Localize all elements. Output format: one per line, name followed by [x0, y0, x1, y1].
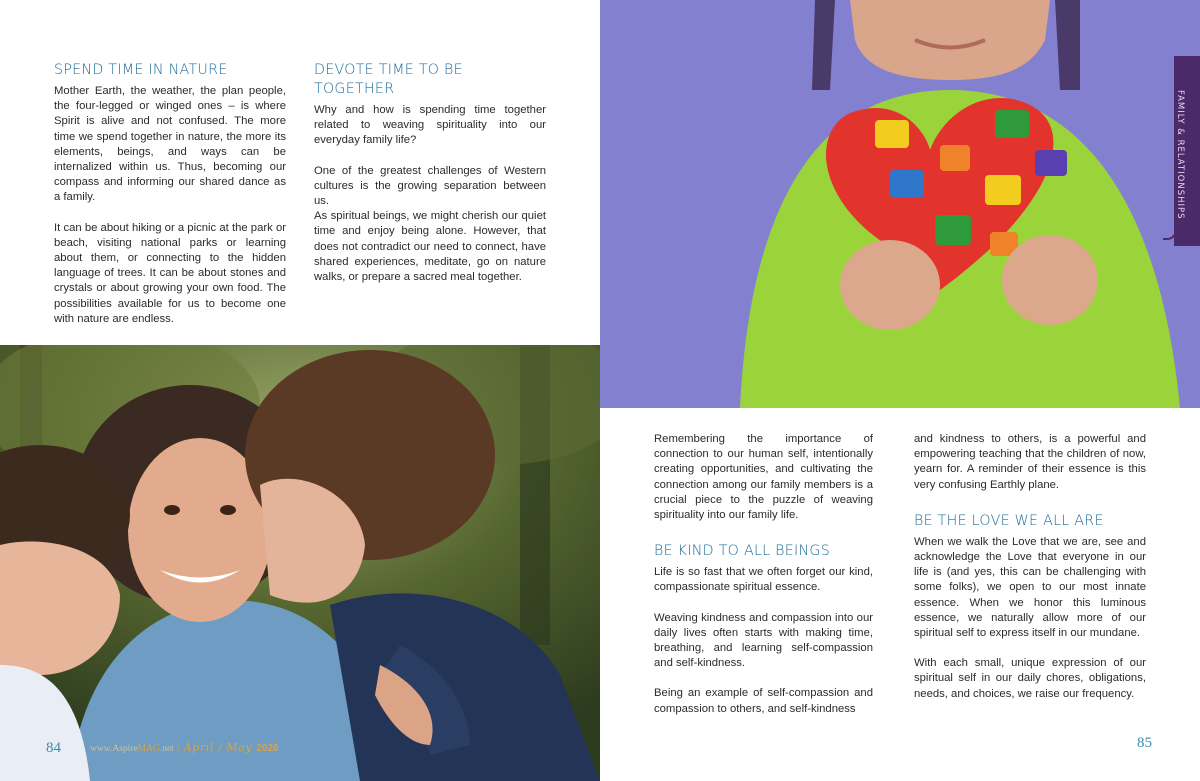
paragraph: Weaving kindness and compassion into our daily lives often starts with making time, breathing, and learning self-compassion and self-kindness. — [654, 611, 873, 670]
paragraph: and kindness to others, is a powerful and empowering teaching that the children of now, yearn for. A reminder of their essence is this very confusing Earthly plane. — [914, 433, 1146, 491]
paragraph: It can be about hiking or a picnic at the park or beach, visiting national parks or learning about them, or connecting to the hidden language of trees. It can be about stones and crystals or about growing your own food. The possibilities available for us to become one with nature are endless. — [54, 221, 286, 325]
paragraph: Life is so fast that we often forget our kind, compassionate spiritual essence. — [654, 566, 873, 594]
site-prefix: www.Aspire — [90, 744, 138, 754]
paragraph: Why and how is spending time together related to weaving spirituality into our everyday family life? — [314, 104, 546, 147]
page-number-left: 84 — [46, 740, 61, 756]
section-heading-kindness: BE KIND TO ALL BEINGS — [654, 543, 831, 560]
family-photo — [0, 345, 600, 781]
family-photo-illustration — [0, 345, 600, 781]
page-number-right: 85 — [1137, 735, 1152, 751]
paragraph: Being an example of self-compassion and compassion to others, and self-kindness — [654, 687, 873, 715]
paragraph: One of the greatest challenges of Western cultures is the growing separation between us. — [314, 164, 546, 208]
paragraph: As spiritual beings, we might cherish our quiet time and enjoy being alone. However, that does not contradict our need to connect, have shared experiences, meditate, go on nature walks, or prepare a sacred meal together. — [314, 210, 546, 284]
section-heading-love: BE THE LOVE WE ALL ARE — [914, 512, 1104, 529]
paragraph: When we walk the Love that we are, see and acknowledge the Love that everyone in our life is (and yes, this can be challenging with some folks), we open to our most innate essence. When we honor this luminous essence, we naturally allow more of our spiritual self to express itself in our mundane. — [914, 535, 1146, 640]
article-column-kindness — [654, 432, 873, 717]
paragraph: Remembering the importance of connection to our human self, intentionally creating opportunities, and cultivating the connection among our family members is a crucial piece to the puzzle of weaving spirituality into our family life. — [654, 433, 873, 522]
section-heading-nature: SPEND TIME IN NATURE — [54, 62, 228, 78]
article-column-love — [914, 432, 1146, 702]
issue-year: 2026 — [256, 743, 279, 754]
section-tab-label: FAMILY & RELATIONSHIPS — [1175, 90, 1185, 220]
article-column-together — [314, 61, 546, 285]
site-suffix: .net — [159, 744, 174, 754]
site-mag: MAG — [137, 744, 160, 754]
article-column-nature — [54, 61, 286, 327]
paragraph: With each small, unique expression of our spiritual self in our daily chores, obligations, needs, and choices, we raise our frequency. — [914, 657, 1146, 700]
footer-separator: | — [177, 744, 180, 754]
footer-site-issue — [90, 741, 279, 754]
heart-photo-illustration — [600, 0, 1200, 408]
paragraph: Mother Earth, the weather, the plan people, the four-legged or winged ones – is where Spirit is alive and not confused. The more time we spend together in nature, the more its elements, beings, and ways can be internalized within us. Thus, becoming our compass and informing our shared dance as a family. — [54, 85, 286, 204]
heart-puzzle-photo — [600, 0, 1200, 408]
section-heading-together: DEVOTE TIME TO BE TOGETHER — [314, 62, 463, 97]
issue-months: April / May — [183, 741, 253, 754]
